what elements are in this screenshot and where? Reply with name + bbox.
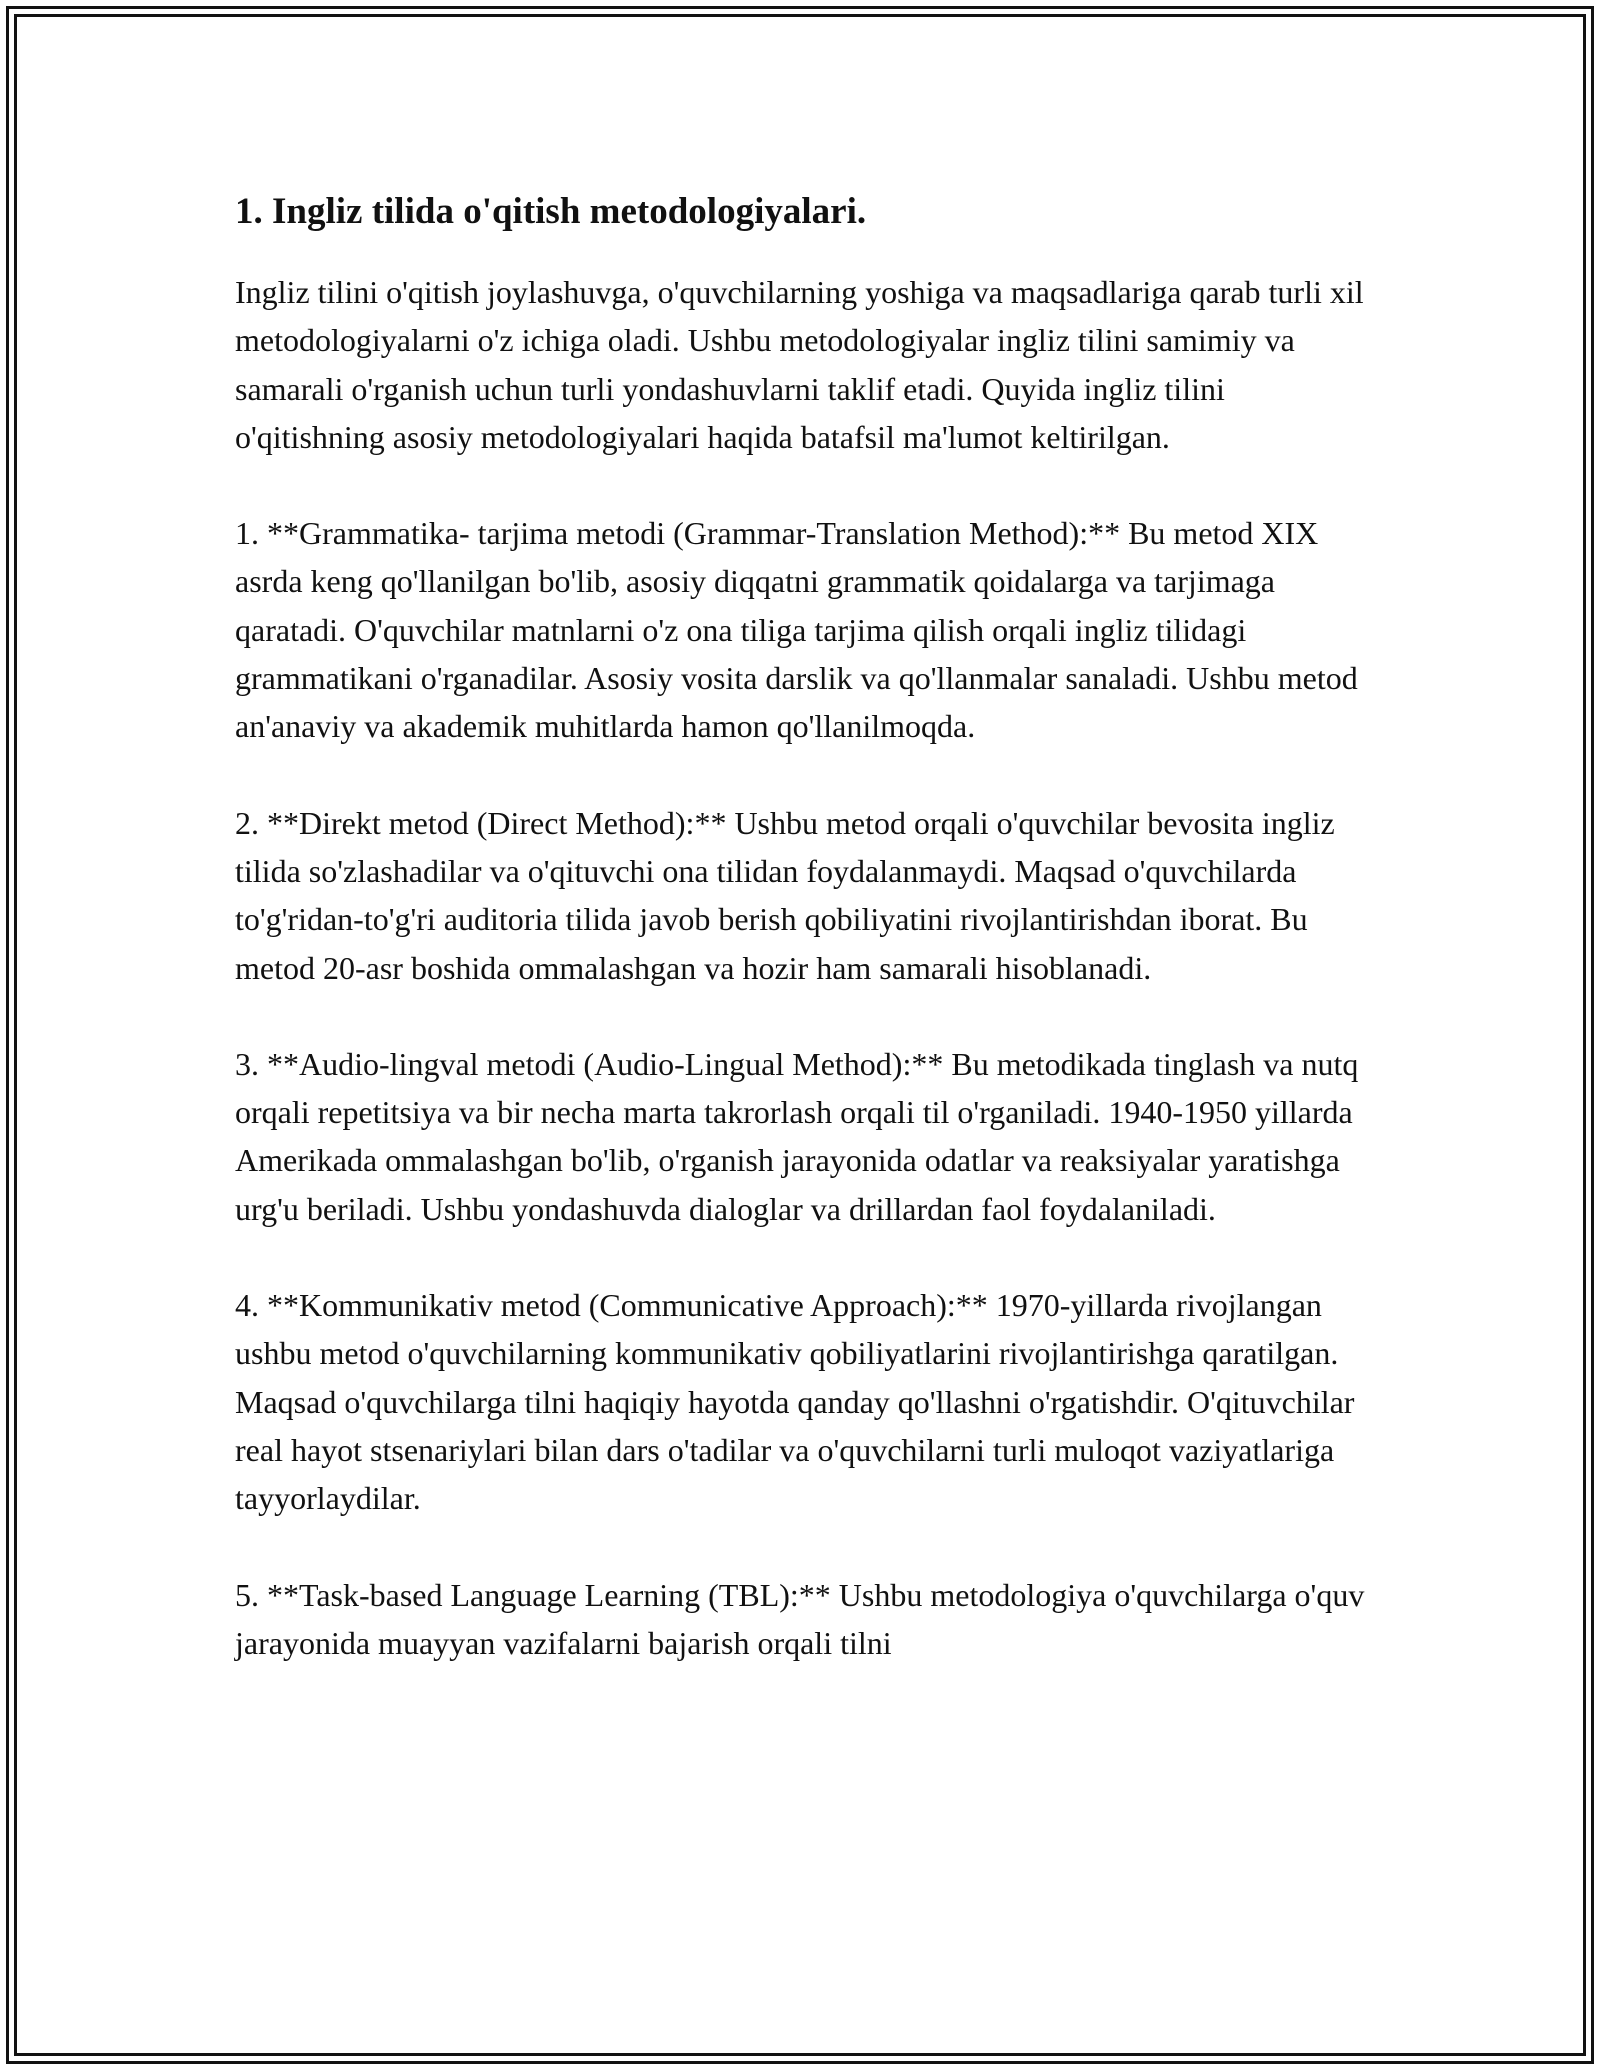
method-paragraph-grammar-translation: 1. **Grammatika- tarjima metodi (Grammar-Translation Method):** Bu metod XIX asrda keng qo'llanilgan bo'lib, asosiy diqqatni grammatik qoidalarga va tarjimaga qaratadi. O'quvchilar matnlarni o'z ona tiliga tarjima qilish orqali ingliz tilidagi grammatikani o'rganadilar. Asosiy vosita darslik va qo'llanmalar sanaladi. Ushbu metod an'anaviy va akademik muhitlarda hamon qo'llanilmoqda. <box>235 515 1358 745</box>
method-paragraph-direct: 2. **Direkt metod (Direct Method):** Ushbu metod orqali o'quvchilar bevosita ingliz tilida so'zlashadilar va o'qituvchi ona tilidan foydalanmaydi. Maqsad o'quvchilarda to'g'ridan-to'g'ri auditoria tilida javob berish qobiliyatini rivojlantirishdan iborat. Bu metod 20-asr boshida ommalashgan va hozir ham samarali hisoblanadi. <box>235 804 1335 986</box>
intro-paragraph: Ingliz tilini o'qitish joylashuvga, o'quvchilarning yoshiga va maqsadlariga qarab turli xil metodologiyalarni o'z ichiga oladi. Ushbu metodologiyalar ingliz tilini samimiy va samarali o'rganish uchun turli yondashuvlarni taklif etadi. Quyida ingliz tilini o'qitishning asosiy metodologiyalari haqida batafsil ma'lumot keltirilgan. <box>235 274 1364 455</box>
document-title: 1. Ingliz tilida o'qitish metodologiyalari. <box>235 191 867 232</box>
method-paragraph-task-based: 5. **Task-based Language Learning (TBL):** Ushbu metodologiya o'quvchilarga o'quv jarayonida muayyan vazifalarni bajarish orqali tilni <box>235 1576 1365 1661</box>
method-paragraph-communicative: 4. **Kommunikativ metod (Communicative Approach):** 1970-yillarda rivojlangan ushbu metod o'quvchilarning kommunikativ qobiliyatlarini rivojlantirishga qaratilgan. Maqsad o'quvchilarga tilni haqiqiy hayotda qanday qo'llashni o'rgatishdir. O'qituvchilar real hayot stsenariylari bilan dars o'tadilar va o'quvchilarni turli muloqot vaziyatlariga tayyorlaydilar. <box>235 1287 1355 1517</box>
method-paragraph-audio-lingual: 3. **Audio-lingval metodi (Audio-Lingual Method):** Bu metodikada tinglash va nutq orqali repetitsiya va bir necha marta takrorlash orqali til o'rganiladi. 1940-1950 yillarda Amerikada ommalashgan bo'lib, o'rganish jarayonida odatlar va reaksiyalar yaratishga urg'u beriladi. Ushbu yondashuvda dialoglar va drillardan faol foydalaniladi. <box>235 1045 1359 1227</box>
document-body <box>235 188 1375 1715</box>
